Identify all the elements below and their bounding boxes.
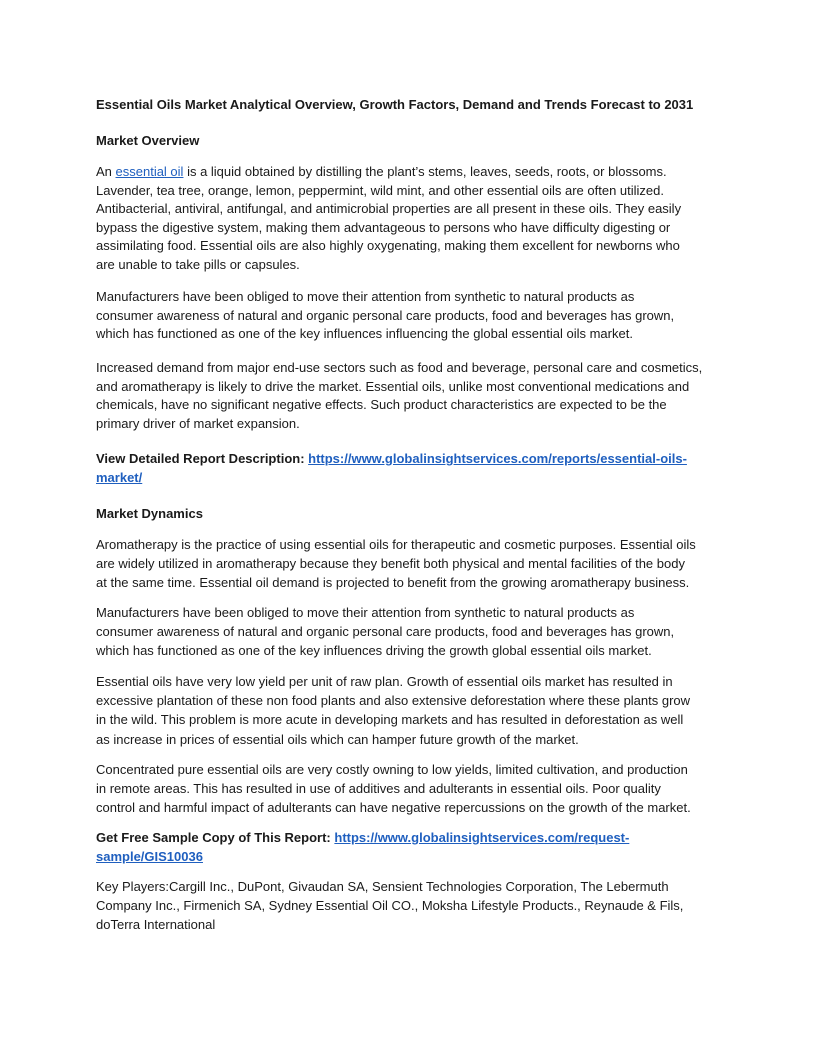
market-overview-heading: Market Overview (96, 133, 200, 148)
text-line: bypass the digestive system, making them advantageous to persons who have difficulty digesting or (96, 219, 671, 235)
text-line: primary driver of market expansion. (96, 415, 300, 431)
text-line: and aromatherapy is likely to drive the market. Essential oils, unlike most conventional medications and (96, 378, 690, 394)
report-description-url[interactable]: https://www.globalinsightservices.com/reports/essential-oils- (308, 451, 687, 466)
overview-paragraph-3 (96, 359, 726, 433)
text-line: Company Inc., Firmenich SA, Sydney Essential Oil CO., Moksha Lifestyle Products., Reynaude & Fils, (96, 898, 684, 914)
dynamics-paragraph-3 (96, 672, 726, 749)
report-description-link-block (96, 450, 726, 487)
dynamics-paragraph-2 (96, 603, 726, 661)
text-line (96, 828, 726, 847)
text-line: in remote areas. This has resulted in use of additives and adulterants in essential oils. Poor quality (96, 781, 661, 797)
text-line: doTerra International (96, 917, 216, 933)
dynamics-paragraph-1 (96, 535, 726, 593)
text-line: in the wild. This problem is more acute in developing markets and has resulted in deforestation as well (96, 712, 684, 728)
text-line: Manufacturers have been obliged to move their attention from synthetic to natural products as (96, 605, 635, 620)
sample-copy-link-block (96, 828, 726, 866)
key-players-paragraph (96, 877, 726, 935)
text-line (96, 450, 726, 469)
text-line: Manufacturers have been obliged to move their attention from synthetic to natural products as (96, 289, 635, 304)
essential-oil-link[interactable]: essential oil (115, 164, 184, 179)
text-line: consumer awareness of natural and organic personal care products, food and beverages has grown, (96, 624, 675, 640)
text-line (96, 469, 726, 488)
text-line (96, 163, 726, 182)
sample-link-label: Get Free Sample Copy of This Report: (96, 830, 335, 845)
report-description-url-cont[interactable]: market/ (96, 469, 143, 485)
text-line: at the same time. Essential oil demand is projected to benefit from the growing aromatherapy business. (96, 575, 690, 591)
text-line: Aromatherapy is the practice of using essential oils for therapeutic and cosmetic purposes. Essential oils (96, 537, 696, 552)
text-line: Key Players:Cargill Inc., DuPont, Givaudan SA, Sensient Technologies Corporation, The Lebermuth (96, 879, 669, 894)
report-link-label: View Detailed Report Description: (96, 451, 309, 466)
text-fragment: An (96, 164, 116, 179)
market-dynamics-heading: Market Dynamics (96, 506, 203, 521)
text-line: Concentrated pure essential oils are very costly owning to low yields, limited cultivation, and production (96, 762, 688, 777)
overview-paragraph-2 (96, 288, 726, 344)
text-line: as increase in prices of essential oils which can hamper future growth of the market. (96, 731, 579, 747)
text-line: Antibacterial, antiviral, antifungal, and antimicrobial properties are all present in these oils. They easily (96, 201, 682, 216)
text-line: which has functioned as one of the key influences driving the growth global essential oils market. (96, 643, 652, 659)
text-line: chemicals, have no significant negative effects. Such product characteristics are expected to be the (96, 397, 667, 412)
text-line: are unable to take pills or capsules. (96, 256, 300, 272)
sample-request-url-cont[interactable]: sample/GIS10036 (96, 849, 203, 865)
text-line: assimilating food. Essential oils are also highly oxygenating, making them excellent for newborns who (96, 238, 680, 253)
text-line: control and harmful impact of adulterants can have negative repercussions on the growth of the market. (96, 800, 691, 816)
overview-paragraph-1 (96, 163, 726, 274)
text-line: Lavender, tea tree, orange, lemon, peppermint, wild mint, and other essential oils are often utilized. (96, 182, 664, 198)
sample-request-url[interactable]: https://www.globalinsightservices.com/request- (334, 830, 630, 845)
text-line: consumer awareness of natural and organic personal care products, food and beverages has grown, (96, 307, 675, 323)
text-line: are widely utilized in aromatherapy because they benefit both physical and mental facilities of the body (96, 556, 685, 572)
text-line: Essential oils have very low yield per unit of raw plan. Growth of essential oils market has resulted in (96, 674, 673, 689)
text-line: Increased demand from major end-use sectors such as food and beverage, personal care and cosmetics, (96, 360, 703, 375)
document-title: Essential Oils Market Analytical Overview, Growth Factors, Demand and Trends Forecast to 2031 (96, 97, 694, 112)
text-fragment: is a liquid obtained by distilling the plant’s stems, leaves, seeds, roots, or blossoms. (183, 164, 667, 179)
text-line (96, 847, 726, 866)
text-line: excessive plantation of these non food plants and also extensive deforestation where these plants grow (96, 693, 691, 709)
text-line: which has functioned as one of the key influences influencing the global essential oils market. (96, 326, 633, 341)
dynamics-paragraph-4 (96, 760, 726, 818)
